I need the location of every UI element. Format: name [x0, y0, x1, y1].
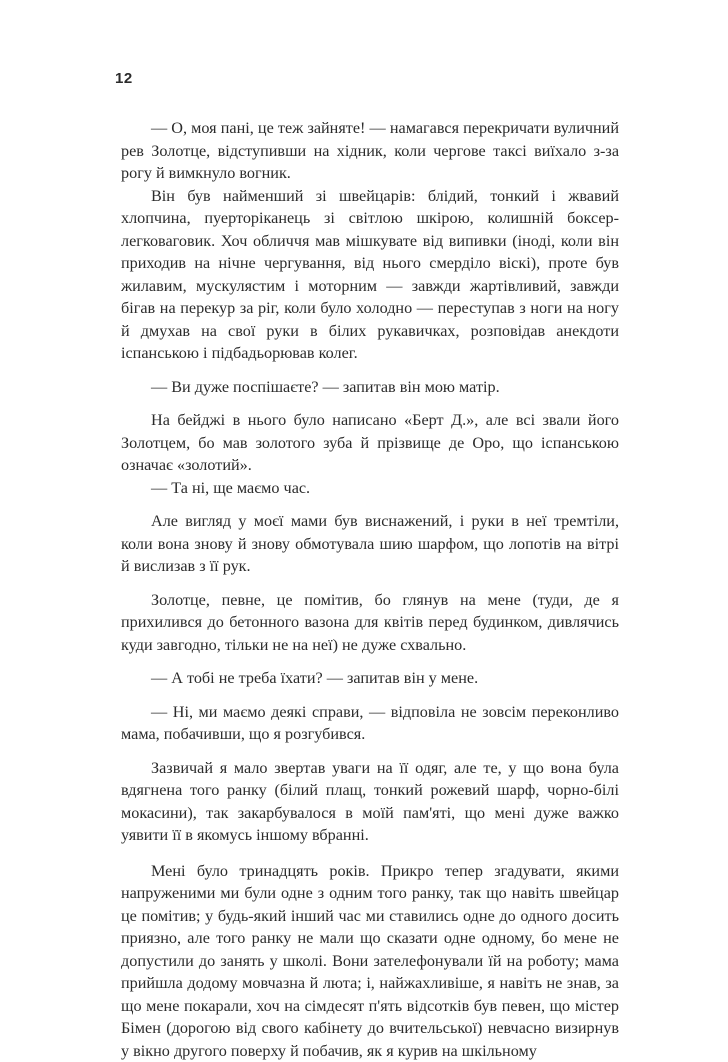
paragraph: — Ні, ми маємо деякі справи, — відповіла не зовсім переконливо мама, побачивши, що я розгубився.	[121, 701, 619, 746]
paragraph: — Та ні, ще маємо час.	[121, 477, 619, 500]
paragraph: — О, моя пані, це теж зайняте! — намагався перекричати вуличний рев Золотце, відступивши на хідник, коли чергове таксі виїхало з-за рогу й вимкнуло вогник.	[121, 117, 619, 185]
paragraph: Він був найменший зі швейцарів: блідий, тонкий і жвавий хлопчина, пуерторіканець зі світлою шкірою, колишній боксер-легковаговик. Хоч обличчя мав мішкувате від випивки (іноді, коли він приходив на нічне чергування, від нього смерділо віскі), проте був жилавим, мускулястим і моторним — завжди жартівливий, завжди бігав на перекур за ріг, коли було холодно — переступав з ноги на ногу й дмухав на свої руки в білих рукавичках, розповідав анекдоти іспанською і підбадьорював колег.	[121, 185, 619, 365]
paragraph: Мені було тринадцять років. Прикро тепер згадувати, якими напруженими ми були одне з одним того ранку, так що навіть швейцар це помітив; у будь-який інший час ми ставились одне до одного досить приязно, але того ранку не мали що сказати одне одному, бо мене не допустили до занять у школі. Вони зателефонували їй на роботу; мама прийшла додому мовчазна й люта; і, найжахливіше, я навіть не знав, за що мене покарали, хоч на сімдесят п'ять відсотків був певен, що містер Бімен (дорогою від свого кабінету до вчительської) невчасно визирнув у вікно другого поверху й побачив, як я курив на шкільному	[121, 860, 619, 1062]
paragraph: На бейджі в нього було написано «Берт Д.», але всі звали його Золотцем, бо мав золотого зуба й прізвище де Оро, що іспанською означає «золотий».	[121, 409, 619, 477]
paragraph: Але вигляд у моєї мами був виснажений, і руки в неї тремтіли, коли вона знову й знову обмотувала шию шарфом, що лопотів на вітрі й вислизав з її рук.	[121, 510, 619, 578]
paragraph: — А тобі не треба їхати? — запитав він у мене.	[121, 667, 619, 690]
paragraph: Золотце, певне, це помітив, бо глянув на мене (туди, де я прихилився до бетонного вазона для квітів перед будинком, дивлячись куди завгодно, тільки не на неї) не дуже схвально.	[121, 589, 619, 657]
page-text	[121, 117, 619, 1062]
paragraph: — Ви дуже поспішаєте? — запитав він мою матір.	[121, 376, 619, 399]
paragraph: Зазвичай я мало звертав уваги на її одяг, але те, у що вона була вдягнена того ранку (білий плащ, тонкий рожевий шарф, чорно-білі мокасини), так закарбувалося в моїй пам'яті, що мені дуже важко уявити її в якомусь іншому вбранні.	[121, 757, 619, 847]
page-number: 12	[115, 70, 133, 87]
